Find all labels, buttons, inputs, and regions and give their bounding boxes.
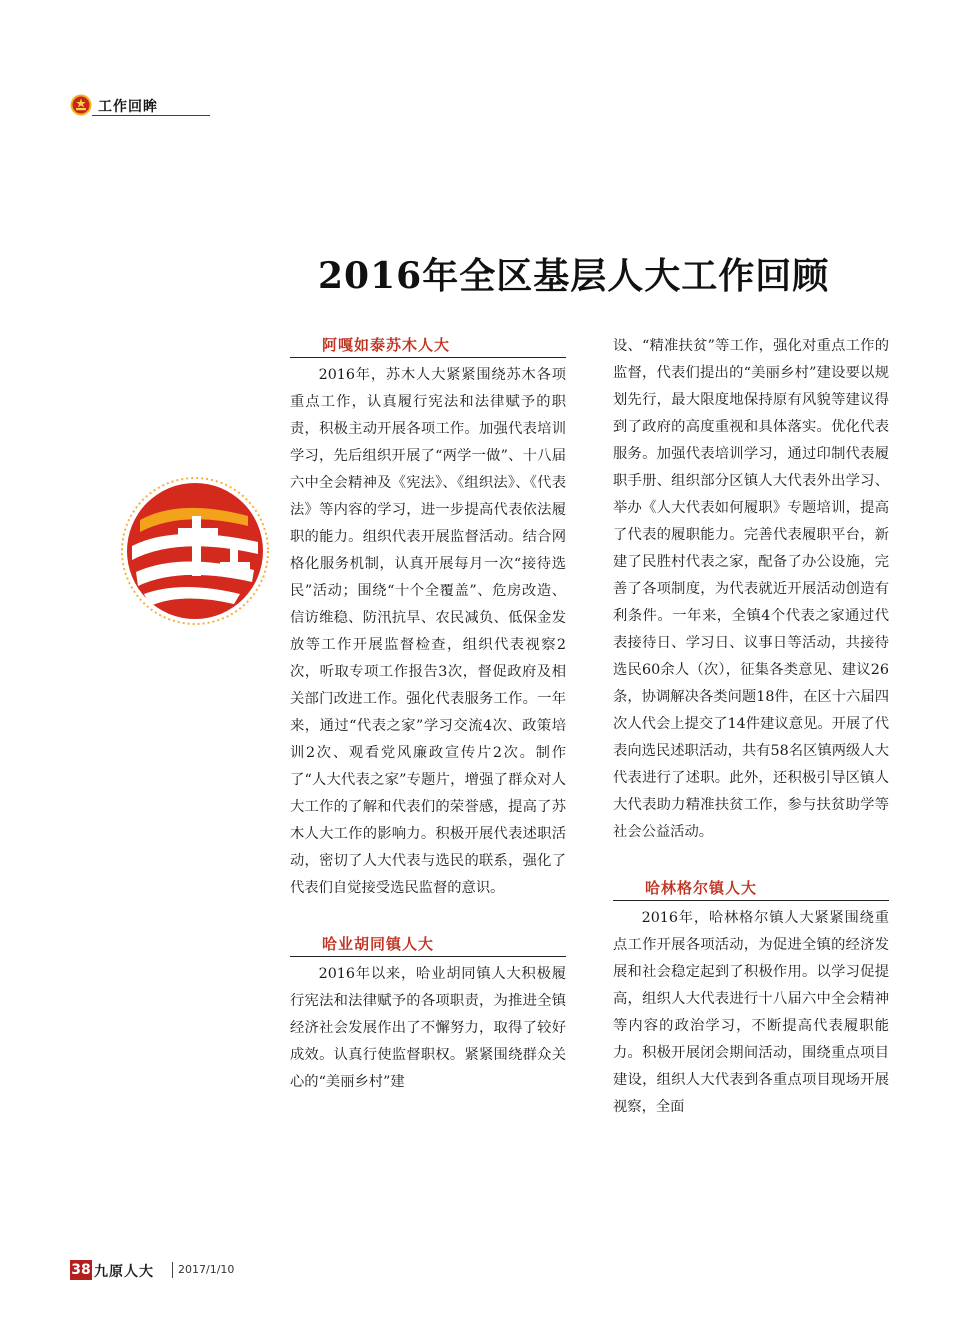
section-rule [290,357,566,358]
page-title: 2016年全区基层人大工作回顾 [318,255,830,297]
body-paragraph-continued: 设、“精准扶贫”等工作，强化对重点工作的监督，代表们提出的“美丽乡村”建设要以规划先行，最大限度地保持原有风貌等建议得到了政府的高度重视和具体落实。优化代表服务。加强代表培训学习，通过印制代表履职手册、组织部分区镇人大代表外出学习、举办《人大代表如何履职》专题培训，提高了代表的履职能力。完善代表履职平台，新建了民胜村代表之家，配备了办公设施，完善了各项制度，为代表就近开展活动创造有利条件。一年来，全镇4个代表之家通过代表接待日、学习日、议事日等活动，共接待选民60余人（次），征集各类意见、建议26条，协调解决各类问题18件，在区十六届四次人代会上提交了14件建议意见。开展了代表向选民述职活动，共有58名区镇两级人大代表进行了述职。此外，还积极引导区镇人大代表助力精准扶贫工作，参与扶贫助学等社会公益活动。 [613,338,889,840]
section-heading [613,876,889,901]
fa-law-logo-icon [120,476,270,626]
section-header [70,94,210,118]
national-emblem-icon [70,94,92,116]
body-paragraph: 2016年以来，哈业胡同镇人大积极履行宪法和法律赋予的各项职责，为推进全镇经济社会发展作出了不懈努力，取得了较好成效。认真行使监督职权。紧紧围绕群众关心的“美丽乡村”建 [290,966,566,1090]
section-title: 哈林格尔镇人大 [645,879,758,897]
body-paragraph: 2016年，苏木人大紧紧围绕苏木各项重点工作，认真履行宪法和法律赋予的职责，积极主动开展各项工作。加强代表培训学习，先后组织开展了“两学一做”、十八届六中全会精神及《宪法》、《组织法》、《代表法》等内容的学习，进一步提高代表依法履职的能力。组织代表开展监督活动。结合网格化服务机制，认真开展每月一次“接待选民”活动；围绕“十个全覆盖”、危房改造、信访维稳、防汛抗旱、农民减负、低保金发放等工作开展监督检查，组织代表视察2次，听取专项工作报告3次，督促政府及相关部门改进工作。强化代表服务工作。一年来，通过“代表之家”学习交流4次、政策培训2次、观看党风廉政宣传片2次。制作了“人大代表之家”专题片，增强了群众对人大工作的了解和代表们的荣誉感，提高了苏木人大工作的影响力。积极开展代表述职活动，密切了人大代表与选民的联系，强化了代表们自觉接受选民监督的意识。 [290,367,566,896]
issue-date: 2017/1/10 [178,1263,235,1276]
footer-separator [172,1262,173,1278]
left-column [290,333,566,1096]
header-rule [92,115,210,116]
section-title: 哈业胡同镇人大 [322,935,435,953]
page-number: 38 [71,1262,91,1278]
section-title: 阿嘎如泰苏木人大 [322,336,451,354]
section-rule [290,956,566,957]
section-heading [290,932,566,957]
right-column [613,333,889,1121]
section-rule [613,900,889,901]
section-label: 工作回眸 [98,99,158,115]
page-footer [70,1260,270,1282]
magazine-name: 九原人大 [94,1264,154,1280]
body-paragraph: 2016年，哈林格尔镇人大紧紧围绕重点工作开展各项活动，为促进全镇的经济发展和社会稳定起到了积极作用。以学习促提高，组织人大代表进行十八届六中全会精神等内容的政治学习，不断提高代表履职能力。积极开展闭会期间活动，围绕重点项目建设，组织人大代表到各重点项目现场开展视察，全面 [613,910,889,1115]
section-heading [290,333,566,358]
